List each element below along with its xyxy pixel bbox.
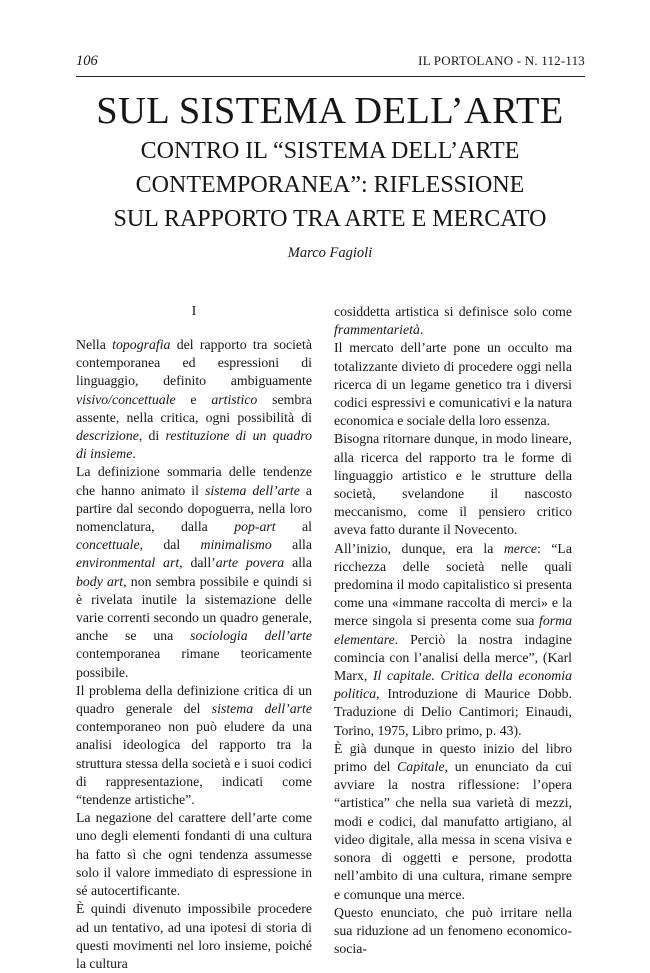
body-text: Bisogna ritornare dunque, in modo lineare, alla ricerca del rapporto tra le forme di linguaggio artistico e le strutture della società, svelandone il nascosto meccanismo, come il pensiero critico aveva fatto durante il Novecento.: [334, 431, 572, 538]
right-column-body: [334, 303, 572, 958]
header-rule: [76, 76, 585, 77]
italic-text: body art: [76, 573, 124, 589]
body-paragraph: [334, 430, 572, 539]
author-name: Marco Fagioli: [287, 245, 373, 261]
body-text: .: [132, 446, 136, 462]
italic-text: concettuale: [76, 537, 140, 553]
body-text: È già dunque in questo inizio del libro primo del: [334, 740, 572, 775]
running-header: [76, 53, 585, 73]
right-column: [334, 303, 572, 958]
body-text: e: [175, 391, 212, 407]
body-paragraph: [334, 303, 572, 339]
body-text: , dall’: [179, 555, 216, 571]
body-paragraph: [76, 463, 312, 681]
body-text: al: [275, 519, 312, 535]
section-numeral: I: [191, 304, 197, 319]
body-text: Questo enunciato, che può irritare nella sua riduzione ad un fenomeno economico-socia-: [334, 904, 572, 957]
body-text: alla: [284, 555, 312, 571]
body-text: alla: [271, 537, 312, 553]
subtitle-line: CONTEMPORANEA”: RIFLESSIONE: [135, 172, 525, 198]
subtitle-line: SUL RAPPORTO TRA ARTE E MERCATO: [113, 206, 547, 232]
body-paragraph: [76, 900, 312, 973]
body-text: All’inizio, dunque, era la: [334, 540, 504, 556]
italic-text: restituzione di un quadro di insieme: [76, 428, 312, 462]
body-text: contemporanea rimane teoricamente possibile.: [76, 646, 312, 680]
italic-text: topografia: [112, 337, 171, 352]
body-text: cosiddetta artistica si definisce solo come: [334, 304, 572, 319]
italic-text: sociologia dell’arte: [190, 628, 312, 644]
italic-text: Il capitale. Critica della economia politica: [334, 668, 572, 702]
body-paragraph: [334, 540, 572, 740]
body-text: a partire dal secondo dopoguerra, nella loro nomenclatura, dalla: [76, 482, 312, 535]
body-paragraph: [76, 809, 312, 900]
italic-text: frammentarietà: [334, 322, 420, 338]
body-text: .: [419, 322, 424, 338]
italic-text: sistema dell’arte: [204, 482, 300, 498]
italic-text: arte povera: [215, 555, 285, 571]
italic-text: pop-art: [234, 519, 276, 535]
body-paragraph: [334, 904, 572, 959]
italic-text: descrizione: [76, 428, 139, 444]
body-paragraph: [76, 682, 312, 809]
body-text: , non sembra possibile e quindi si è rivelata inutile la sistemazione delle varie correnti secondo un quadro generale, anche se una: [76, 573, 313, 644]
body-text: Nella: [76, 337, 113, 352]
body-text: , Introduzione di Maurice Dobb. Traduzione di Delio Cantimori; Einaudi, Torino, 1975, Libro primo, p. 43).: [334, 686, 572, 738]
body-paragraph: [76, 336, 312, 463]
title-block: [60, 90, 600, 262]
body-text: La negazione del carattere dell’arte come uno degli elementi fondanti di una cultura ha fatto sì che ogni tendenza assumesse solo il valore immediato di espressione in sé autocertificante.: [76, 810, 312, 899]
body-paragraph: [334, 740, 572, 904]
italic-text: artistico: [211, 391, 258, 407]
body-text: Il mercato dell’arte pone un occulto ma totalizzante divieto di procedere oggi nella ricerca di un legame genetico tra i diversi codici espressivi e comunicativi e la natura economica e sociale della loro essenza.: [334, 340, 572, 429]
body-text: del rapporto tra società contemporanea ed espressioni di linguaggio, definito ambiguamente: [76, 337, 313, 389]
body-paragraph: [334, 339, 572, 430]
italic-text: environmental art: [76, 555, 180, 571]
body-text: sembra assente, nella critica, ogni possibilità di: [76, 391, 312, 425]
italic-text: visivo/concettuale: [76, 391, 176, 407]
article-subtitle: [60, 134, 600, 236]
body-text: Il problema della definizione critica di un quadro generale del: [76, 682, 312, 717]
italic-text: Capitale: [397, 759, 445, 775]
running-title: IL PORTOLANO - N. 112-113: [418, 53, 585, 68]
body-text: . Perciò la nostra indagine comincia con l’analisi della merce”, (Karl Marx,: [334, 631, 572, 684]
left-column: [76, 303, 312, 973]
italic-text: minimalismo: [200, 537, 272, 553]
body-text: contemporaneo non può eludere da una analisi ideologica del rapporto tra la struttura stessa della società e i suoi codici di rappresentazione, indicati come “tendenze artistiche”.: [76, 719, 312, 808]
body-text: È quindi divenuto impossibile procedere ad un tentativo, ad una ipotesi di storia di questi movimenti nel loro insieme, poiché la cultura: [76, 901, 312, 971]
body-text: , di: [138, 428, 166, 444]
subtitle-line: CONTRO IL “SISTEMA DELL’ARTE: [140, 138, 520, 164]
body-text: , un enunciato da cui avviare la nostra riflessione: l’opera “artistica” che nella sua varietà di mezzi, modi e codici, dal manufatto artigiano, al video digitale, alla messa in scena visiva e sonora di oggetti e persone, prodotta nell’ambito di una cultura, rimane sempre e comunque una merce.: [334, 759, 572, 902]
italic-text: forma elementare: [334, 613, 572, 647]
italic-text: merce: [503, 540, 538, 556]
body-text: , dal: [139, 537, 201, 553]
body-text: La definizione sommaria delle tendenze che hanno animato il: [76, 464, 312, 498]
page-number: 106: [76, 53, 98, 69]
body-text: : “La ricchezza delle società nelle quali predomina il modo capitalistico si presenta come una «immane raccolta di merci» e la merce singola si presenta come sua: [334, 540, 572, 629]
left-column-body: [76, 336, 312, 973]
italic-text: sistema dell’arte: [211, 701, 312, 717]
article-title: SUL SISTEMA DELL’ARTE: [96, 90, 564, 132]
